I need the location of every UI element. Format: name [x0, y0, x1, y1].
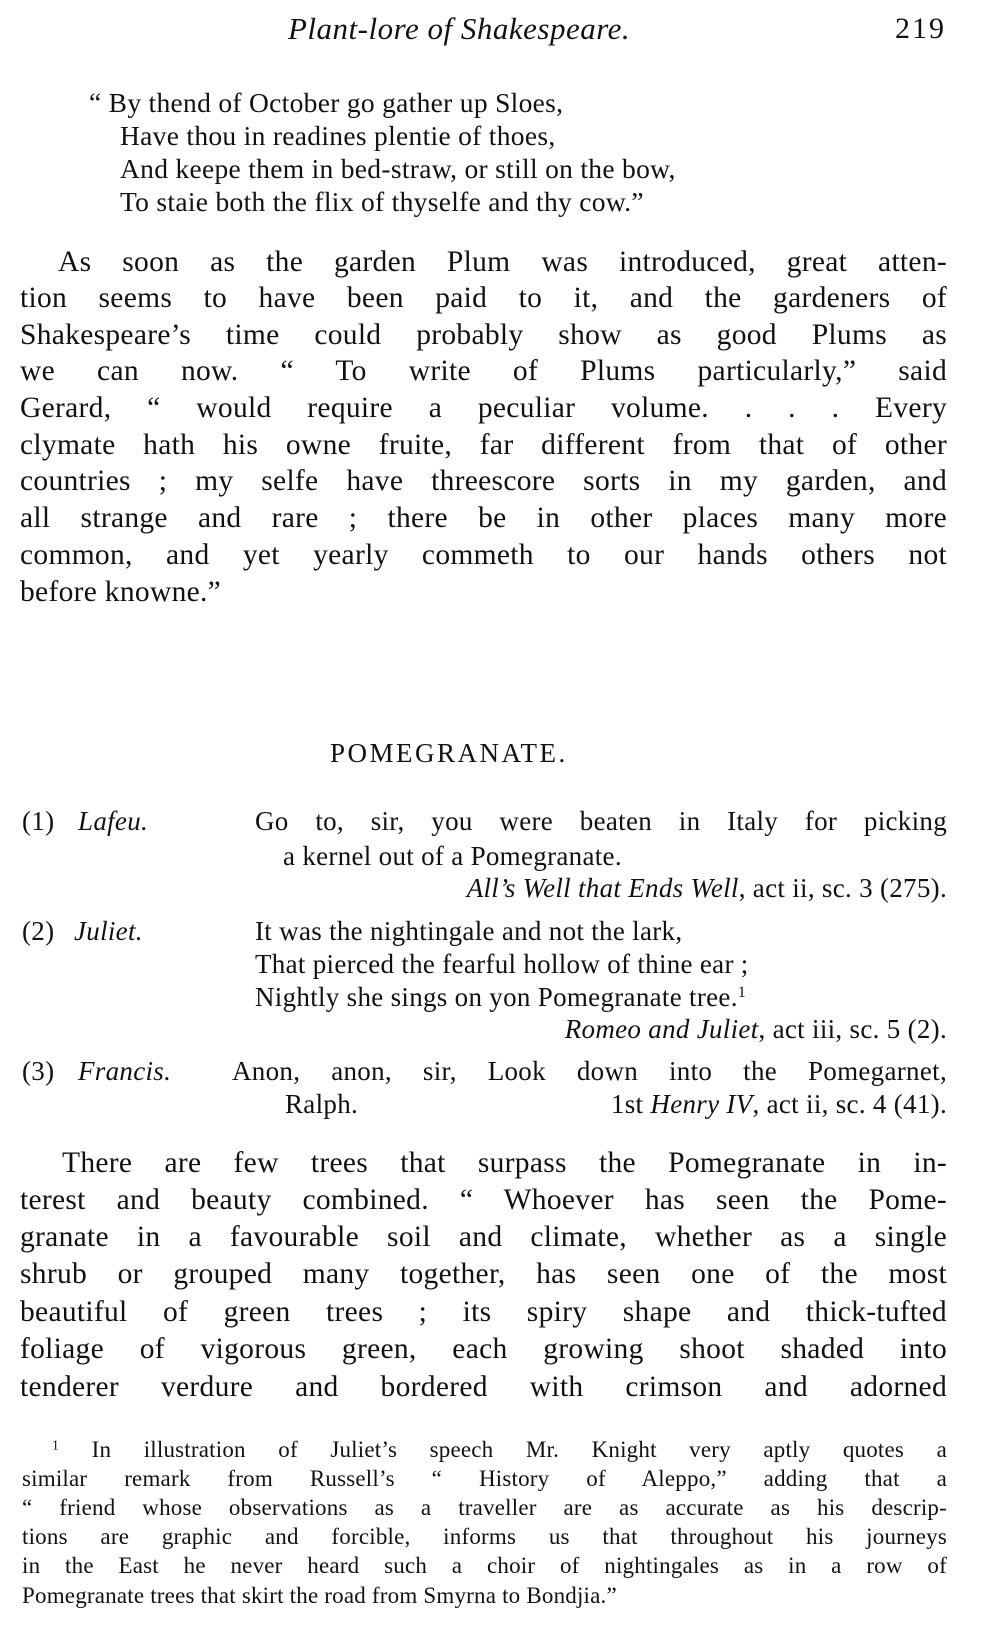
- paragraph-line: terest and beauty combined. “ Whoever has seen the Pome-: [20, 1186, 947, 1216]
- page-number: 219: [895, 12, 946, 45]
- paragraph-line: granate in a favourable soil and climate, whether as a single: [20, 1223, 947, 1253]
- citation-title: Romeo and Juliet: [564, 1014, 759, 1044]
- running-title: Plant-lore of Shakespeare.: [288, 11, 631, 46]
- entry-line: That pierced the fearful hollow of thine ear ;: [255, 949, 749, 979]
- footnote-line: similar remark from Russell’s “ History of Aleppo,” adding that a: [22, 1467, 947, 1491]
- entry-citation: [611, 1091, 947, 1118]
- paragraph-line: There are few trees that surpass the Pomegranate in in-: [62, 1149, 947, 1179]
- paragraph-line: before knowne.”: [20, 576, 222, 608]
- citation-title: All’s Well that Ends Well: [466, 873, 739, 903]
- entry-line: Anon, anon, sir, Look down into the Pomegarnet,: [232, 1058, 947, 1086]
- footnote-marker[interactable]: 1: [737, 983, 747, 1002]
- citation-ref: , act ii, sc. 4 (41).: [752, 1089, 947, 1119]
- citation-prefix: 1st: [610, 1089, 651, 1119]
- paragraph-line: Shakespeare’s time could probably show as good Plums as: [20, 321, 947, 351]
- paragraph-line: beautiful of green trees ; its spiry shape and thick-tufted: [20, 1298, 947, 1328]
- entry-speaker: Lafeu.: [78, 806, 149, 836]
- entry-citation: [467, 875, 947, 902]
- footnote-text: In illustration of Juliet’s speech Mr. Knight very aptly quotes a: [91, 1438, 947, 1462]
- footnote-line: in the East he never heard such a choir of nightingales as in a row of: [22, 1554, 947, 1578]
- entry-speaker: Juliet.: [74, 916, 143, 946]
- footnote-line: tions are graphic and forcible, informs us that throughout his journeys: [22, 1525, 947, 1549]
- paragraph-line: tenderer verdure and bordered with crimson and adorned: [20, 1373, 947, 1403]
- paragraph-line: common, and yet yearly commeth to our hands others not: [20, 541, 947, 571]
- paragraph-line: foliage of vigorous green, each growing shoot shaded into: [20, 1335, 947, 1365]
- section-heading: POMEGRANATE.: [330, 738, 568, 768]
- entry-number: (2): [22, 916, 55, 946]
- entry-line: It was the nightingale and not the lark,: [255, 916, 683, 946]
- entry-line: a kernel out of a Pomegranate.: [283, 841, 622, 871]
- entry-line: Ralph.: [285, 1089, 359, 1119]
- paragraph-line: As soon as the garden Plum was introduced, great atten-: [58, 248, 947, 278]
- poem-line: Have thou in readines plentie of thoes,: [120, 120, 556, 151]
- entry-line: [255, 984, 746, 1011]
- footnote-line: Pomegranate trees that skirt the road from Smyrna to Bondjia.”: [22, 1583, 617, 1608]
- paragraph-line: shrub or grouped many together, has seen one of the most: [20, 1260, 947, 1290]
- poem-line: “ By thend of October go gather up Sloes,: [89, 87, 564, 118]
- paragraph-line: Gerard, “ would require a peculiar volume. . . . Every: [20, 394, 947, 424]
- paragraph-line: countries ; my selfe have threescore sorts in my garden, and: [20, 467, 947, 497]
- poem-line: And keepe them in bed-straw, or still on the bow,: [120, 153, 676, 184]
- poem-line: To staie both the flix of thyselfe and thy cow.”: [120, 186, 644, 217]
- entry-number: (1): [22, 806, 55, 836]
- paragraph-line: all strange and rare ; there be in other places many more: [20, 504, 947, 534]
- citation-ref: , act ii, sc. 3 (275).: [738, 873, 947, 903]
- footnote-line: “ friend whose observations as a traveller are as accurate as his descrip-: [22, 1496, 947, 1520]
- citation-ref: , act iii, sc. 5 (2).: [758, 1014, 947, 1044]
- citation-title: Henry IV: [650, 1089, 753, 1119]
- paragraph-line: we can now. “ To write of Plums particularly,” said: [20, 357, 947, 387]
- entry-line: Go to, sir, you were beaten in Italy for picking: [255, 808, 947, 836]
- paragraph-line: clymate hath his owne fruite, far different from that of other: [20, 431, 947, 461]
- entry-citation: [565, 1016, 947, 1043]
- entry-speaker: Francis.: [78, 1056, 172, 1086]
- entry-line-text: Nightly she sings on yon Pomegranate tree.: [255, 982, 738, 1012]
- entry-number: (3): [22, 1056, 55, 1086]
- paragraph-line: tion seems to have been paid to it, and the gardeners of: [20, 284, 947, 314]
- footnote-marker: 1: [52, 1438, 60, 1453]
